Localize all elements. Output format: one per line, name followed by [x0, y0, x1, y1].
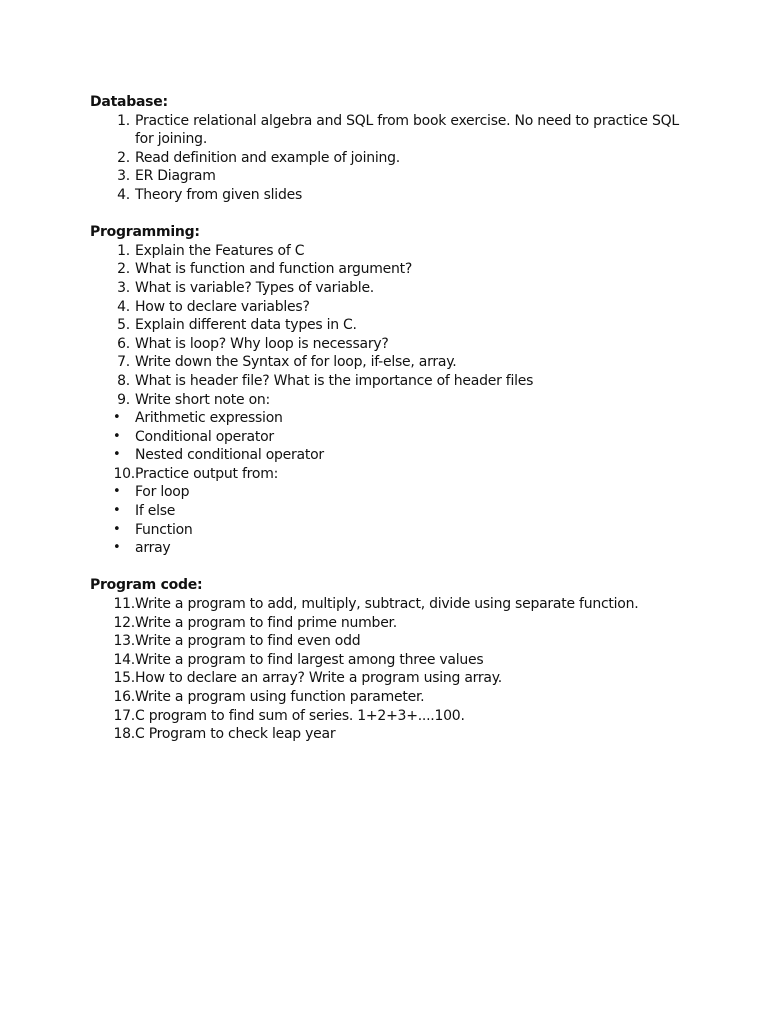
list-marker: 1.	[117, 242, 130, 259]
list-item-text: C Program to check leap year	[135, 726, 336, 743]
section-program-code	[90, 576, 690, 743]
list-item	[90, 614, 690, 633]
list-item	[90, 595, 690, 614]
list-marker: 14.	[113, 651, 135, 668]
list-item	[90, 186, 690, 205]
list-item-text: Write a program to add, multiply, subtract, divide using separate function.	[135, 596, 639, 613]
bullet-item	[90, 409, 690, 428]
list-item	[90, 260, 690, 279]
list-item	[90, 149, 690, 168]
bullet-item	[90, 502, 690, 521]
list-item-text: Practice relational algebra and SQL from book exercise. No need to practice SQL for joining.	[135, 112, 679, 148]
list-item-text: For loop	[135, 484, 190, 501]
list-item-text: Write a program to find largest among three values	[135, 651, 484, 668]
list-item-text: Write down the Syntax of for loop, if-else, array.	[135, 354, 457, 371]
list-item-text: C program to find sum of series. 1+2+3+....100.	[135, 707, 465, 724]
numbered-list	[90, 595, 690, 744]
section-heading: Database:	[90, 94, 168, 110]
bullet-marker: •	[113, 521, 121, 537]
list-marker: 2.	[117, 261, 130, 278]
list-item-text: What is header file? What is the importance of header files	[135, 372, 534, 389]
list-item-text: Write a program to find even odd	[135, 633, 361, 650]
bullet-marker: •	[113, 503, 121, 519]
list-marker: 1.	[117, 112, 130, 129]
list-item	[90, 112, 690, 149]
list-item-text: What is loop? Why loop is necessary?	[135, 335, 389, 352]
bullet-item	[90, 539, 690, 558]
list-item-text: Explain different data types in C.	[135, 317, 357, 334]
list-marker: 6.	[117, 335, 130, 352]
list-marker: 4.	[117, 186, 130, 203]
section-programming	[90, 223, 690, 558]
list-item-text: If else	[135, 503, 176, 520]
list-item	[90, 391, 690, 410]
list-item	[90, 707, 690, 726]
list-item	[90, 725, 690, 744]
list-item	[90, 242, 690, 261]
list-item-text: How to declare an array? Write a program using array.	[135, 670, 502, 687]
list-item-text: What is variable? Types of variable.	[135, 279, 375, 296]
list-marker: 3.	[117, 168, 130, 185]
list-item	[90, 298, 690, 317]
list-marker: 3.	[117, 279, 130, 296]
list-item-text: Write short note on:	[135, 391, 270, 408]
list-item	[90, 335, 690, 354]
list-item-text: Function	[135, 521, 193, 538]
list-marker: 11.	[113, 596, 135, 613]
list-item-text: Read definition and example of joining.	[135, 149, 400, 166]
list-item-text: Conditional operator	[135, 428, 274, 445]
list-item-text: Arithmetic expression	[135, 410, 283, 427]
bullet-marker: •	[113, 410, 121, 426]
numbered-list	[90, 112, 690, 205]
list-item-text: Write a program using function parameter.	[135, 689, 425, 705]
list-item	[90, 632, 690, 651]
list-marker: 5.	[117, 317, 130, 334]
list-marker: 9.	[117, 391, 130, 408]
bullet-item	[90, 428, 690, 447]
list-marker: 10.	[113, 465, 135, 482]
list-item-text: array	[135, 540, 171, 557]
list-marker: 13.	[113, 633, 135, 650]
bullet-item	[90, 446, 690, 465]
bullet-marker: •	[113, 540, 121, 556]
list-item	[90, 279, 690, 298]
list-item	[90, 651, 690, 670]
list-item	[90, 167, 690, 186]
list-item-text: Practice output from:	[135, 465, 279, 482]
list-item	[90, 316, 690, 335]
section-heading: Program code:	[90, 577, 203, 594]
list-item-text: How to declare variables?	[135, 298, 310, 315]
list-marker: 15.	[113, 670, 135, 687]
document-body	[90, 93, 690, 744]
list-item	[90, 372, 690, 391]
bullet-item	[90, 483, 690, 502]
list-item-text: Explain the Features of C	[135, 242, 305, 259]
section-heading: Programming:	[90, 224, 200, 241]
bullet-marker: •	[113, 484, 121, 500]
list-item-text: Nested conditional operator	[135, 447, 324, 464]
list-item	[90, 669, 690, 688]
list-marker: 4.	[117, 298, 130, 315]
list-marker: 12.	[113, 614, 135, 631]
section-database	[90, 93, 690, 205]
list-marker: 18.	[113, 726, 135, 743]
list-item	[90, 353, 690, 372]
numbered-list	[90, 242, 690, 558]
bullet-item	[90, 521, 690, 540]
list-marker: 2.	[117, 149, 130, 166]
list-marker: 8.	[117, 372, 130, 389]
list-item	[90, 688, 690, 707]
list-item-text: Theory from given slides	[135, 186, 302, 203]
list-item	[90, 465, 690, 484]
list-marker: 16.	[113, 689, 135, 705]
list-item-text: ER Diagram	[135, 168, 216, 185]
list-marker: 7.	[117, 354, 130, 371]
bullet-marker: •	[113, 428, 121, 444]
list-item-text: Write a program to find prime number.	[135, 614, 397, 631]
list-marker: 17.	[113, 707, 135, 724]
list-item-text: What is function and function argument?	[135, 261, 413, 278]
bullet-marker: •	[113, 447, 121, 463]
